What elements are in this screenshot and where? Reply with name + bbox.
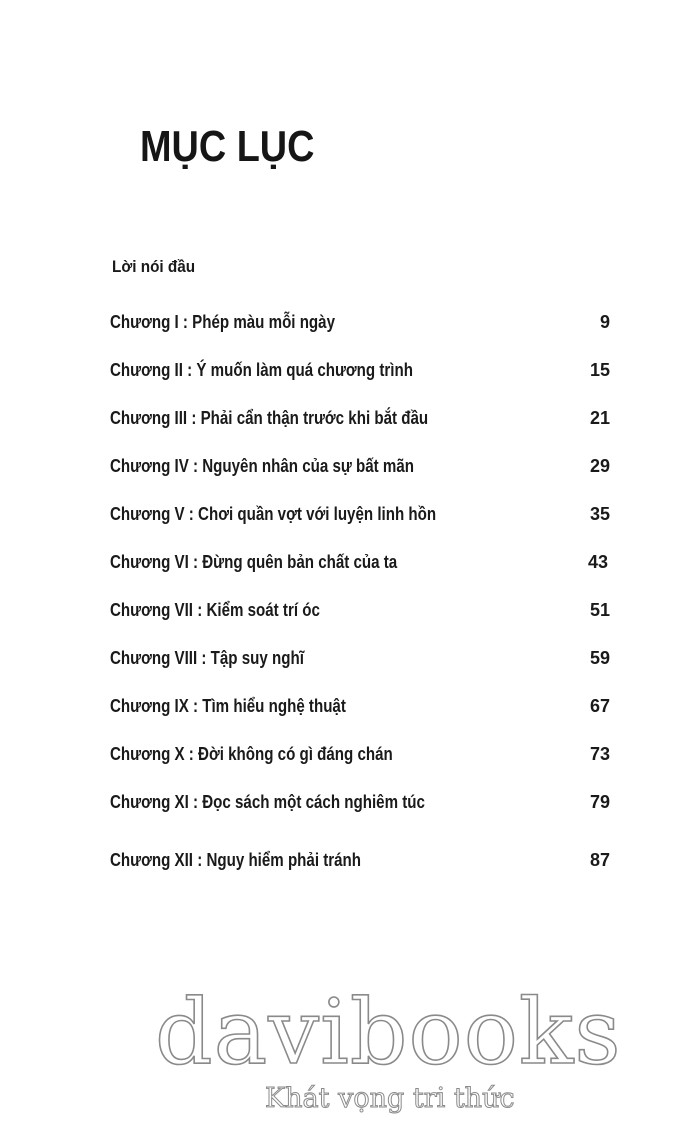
toc-entry-page: 51 [589,600,610,620]
toc-entry-page: 35 [589,504,610,524]
toc-entry-page: 43 [587,552,608,572]
toc-entry-page: 21 [589,408,610,428]
toc-entry-title: Chương XI : Đọc sách một cách nghiêm túc [110,792,425,812]
toc-entry [110,792,610,818]
toc-entry-page: 87 [589,850,610,870]
page-title: MỤC LỤC [140,122,315,171]
toc-entry-title: Chương VI : Đừng quên bản chất của ta [110,552,398,572]
toc-entry-page: 67 [589,696,610,716]
toc-entry-title: Chương IX : Tìm hiểu nghệ thuật [110,696,346,716]
toc-entry-page: 73 [589,744,610,764]
toc-entry-title: Chương III : Phải cẩn thận trước khi bắt đầu [110,408,429,428]
toc-entry-title: Chương XII : Nguy hiểm phải tránh [110,850,362,870]
toc-entry [110,408,610,434]
publisher-watermark [155,980,622,1118]
preface-entry: Lời nói đầu [112,257,196,276]
toc-entry-page: 9 [599,312,610,332]
toc-entry [110,312,610,338]
toc-entry [110,504,610,530]
toc-entry-page: 59 [589,648,610,668]
toc-entry [110,850,610,876]
toc-entry [110,744,610,770]
watermark-tagline: Khát vọng tri thức [265,1083,515,1114]
toc-entry [110,600,610,626]
toc-entry-title: Chương VIII : Tập suy nghĩ [110,648,304,668]
toc-entry-page: 79 [589,792,610,812]
toc-entry-title: Chương V : Chơi quần vợt với luyện linh hồn [110,504,437,524]
toc-entry [110,552,610,578]
toc-entry [110,456,610,482]
toc-entry [110,696,610,722]
toc-entry-page: 29 [589,456,610,476]
toc-entry-title: Chương II : Ý muốn làm quá chương trình [110,360,413,380]
toc-entry-title: Chương VII : Kiểm soát trí óc [110,600,320,620]
watermark-name: davibooks [155,980,622,1085]
toc-entry-page: 15 [589,360,610,380]
toc-entry [110,648,610,674]
toc-entry-title: Chương IV : Nguyên nhân của sự bất mãn [110,456,415,476]
toc-entry-title: Chương X : Đời không có gì đáng chán [110,744,393,764]
toc-entry-title: Chương I : Phép màu mỗi ngày [110,312,336,332]
toc-entry [110,360,610,386]
